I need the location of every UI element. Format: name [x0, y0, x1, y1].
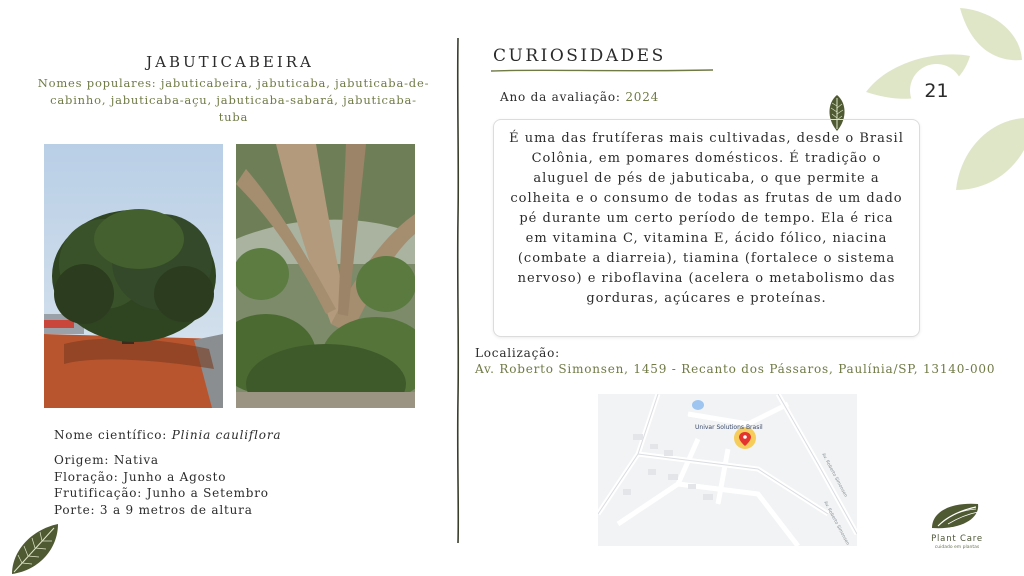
brand-logo	[918, 500, 996, 556]
curiosities-heading: CURIOSIDADES	[493, 46, 666, 66]
location-map[interactable]	[598, 394, 857, 546]
map-street-label-2: Av. Roberto Simonsen	[822, 500, 850, 546]
page-number: 21	[910, 64, 963, 117]
brand-name: Plant Care	[931, 534, 983, 544]
scientific-label: Nome científico:	[54, 428, 168, 442]
origin: Origem: Nativa	[54, 453, 159, 467]
trunk-photo	[236, 144, 415, 408]
plant-info	[54, 452, 269, 518]
size: Porte: 3 a 9 metros de altura	[54, 502, 253, 517]
leaf-large-icon	[960, 8, 1022, 60]
plant-title: JABUTICABEIRA	[146, 53, 314, 71]
leaf-icon	[956, 118, 1024, 190]
leaf-icon	[8, 522, 60, 576]
column-divider	[455, 38, 461, 543]
popular-names: Nomes populares: jabuticabeira, jabuticaba, jabuticaba-de-cabinho, jabuticaba-açu, jabuticaba-sabará, jabuticaba-tuba	[37, 76, 430, 124]
brand-tagline: cuidado em plantas	[934, 545, 980, 550]
map-street-label-1: Av. Roberto Simonsen	[820, 452, 848, 499]
fruiting: Frutificação: Junho a Setembro	[54, 486, 269, 500]
map-place-label: Univar Solutions Brasil	[695, 424, 763, 431]
evaluation-year-label: Ano da avaliação:	[500, 90, 621, 104]
location-label: Localização:	[475, 346, 560, 360]
scientific-name	[54, 428, 281, 442]
heading-underline	[491, 67, 713, 75]
tree-photo	[44, 144, 223, 408]
scientific-value: Plinia cauliflora	[171, 428, 282, 442]
location-address: Av. Roberto Simonsen, 1459 - Recanto dos Pássaros, Paulínia/SP, 13140-000	[475, 362, 996, 376]
evaluation-year	[500, 90, 659, 104]
flowering: Floração: Junho a Agosto	[54, 469, 227, 484]
evaluation-year-value: 2024	[625, 90, 660, 104]
curiosities-text: É uma das frutíferas mais cultivadas, desde o Brasil Colônia, em pomares domésticos. É tradição o aluguel de pés de jabuticaba, o que permite a colheita e o consumo de todas as frutas de um dado pé durante um certo período de tempo. Ela é rica em vitamina C, vitamina E, ácido fólico, niacina (combate a diarreia), tiamina (fortalece o sistema nervoso) e riboflavina (acelera o metabolismo das gorduras, açúcares e proteínas.	[493, 119, 920, 337]
